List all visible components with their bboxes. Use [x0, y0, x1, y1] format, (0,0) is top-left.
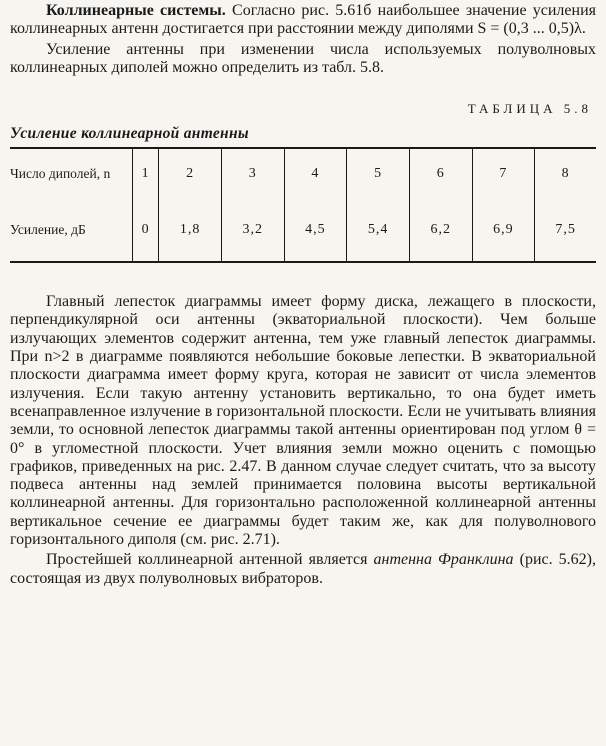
table-cell: 5 [347, 148, 410, 199]
table-cell: 3 [221, 148, 284, 199]
table-cell: 0 [133, 199, 159, 262]
table-caption: ТАБЛИЦА 5.8 [467, 101, 592, 117]
table-cell: 6 [409, 148, 472, 199]
franklin-text-after: (рис. 5.62), состоящая из двух полуволновых вибраторов. [10, 551, 596, 587]
gain-table [10, 147, 596, 263]
main-body-paragraph: Главный лепесток диаграммы имеет форму диска, лежащего в плоскости, перпендикулярной оси антенны (экваториальной плоскости). Чем больше излучающих элементов содержит антенна, тем уже главный лепесток диаграммы. При n>2 в диаграмме появляются небольшие боковые лепестки. В экваториальной плоскости диаграмма имеет форму круга, которая не зависит от числа элементов излучения. Если такую антенну установить вертикально, то она будет иметь всенаправленное излучение в горизонтальной плоскости. Если не учитывать влияния земли, то основной лепесток диаграммы такой антенны ориентирован под углом θ = 0° в угломестной плоскости. Учет влияния земли можно оценить с помощью графиков, приведенных на рис. 2.47. В данном случае следует считать, что за высоту подвеса антенны над землей принимается половина высоты вертикальной коллинеарной антенны. Для горизонтально расположенной коллинеарной антенны вертикальное сечение ее диаграммы будет таким же, как для полуволнового горизонтального диполя (см. рис. 2.71). [10, 293, 596, 549]
table-reference-paragraph: Усиление антенны при изменении числа используемых полуволновых коллинеарных диполей можно определить из табл. 5.8. [10, 40, 596, 76]
intro-paragraph [10, 2, 596, 39]
table-cell: 1,8 [159, 199, 222, 262]
table-cell: 5,4 [347, 199, 410, 262]
table-cell: 6,9 [472, 199, 535, 262]
table-cell: 4,5 [284, 199, 347, 262]
table-row-gain [10, 199, 596, 262]
row-label-dipoles: Число диполей, n [10, 166, 111, 182]
table-cell: 7 [472, 148, 535, 199]
table-row-dipoles [10, 148, 596, 199]
table-cell: 8 [535, 148, 596, 199]
table-cell: 2 [159, 148, 222, 199]
franklin-paragraph [10, 551, 596, 588]
table-cell: 1 [133, 148, 159, 199]
page [10, 2, 596, 588]
row-label-gain: Усиление, дБ [10, 222, 86, 238]
table-cell: 3,2 [221, 199, 284, 262]
franklin-term: антенна Франклина [373, 551, 514, 569]
table-title: Усиление коллинеарной антенны [10, 125, 249, 143]
section-runin-heading: Коллинеарные системы. [46, 2, 226, 19]
franklin-text-before: Простейшей коллинеарной антенной является [46, 551, 374, 569]
table-cell: 4 [284, 148, 347, 199]
table-cell: 6,2 [409, 199, 472, 262]
table-cell: 7,5 [535, 199, 596, 262]
intro-text: Согласно рис. 5.61б наибольшее значение усиления коллинеарных антенн достигается при расстоянии между диполями S = (0,3 ... 0,5)λ. [10, 2, 596, 38]
